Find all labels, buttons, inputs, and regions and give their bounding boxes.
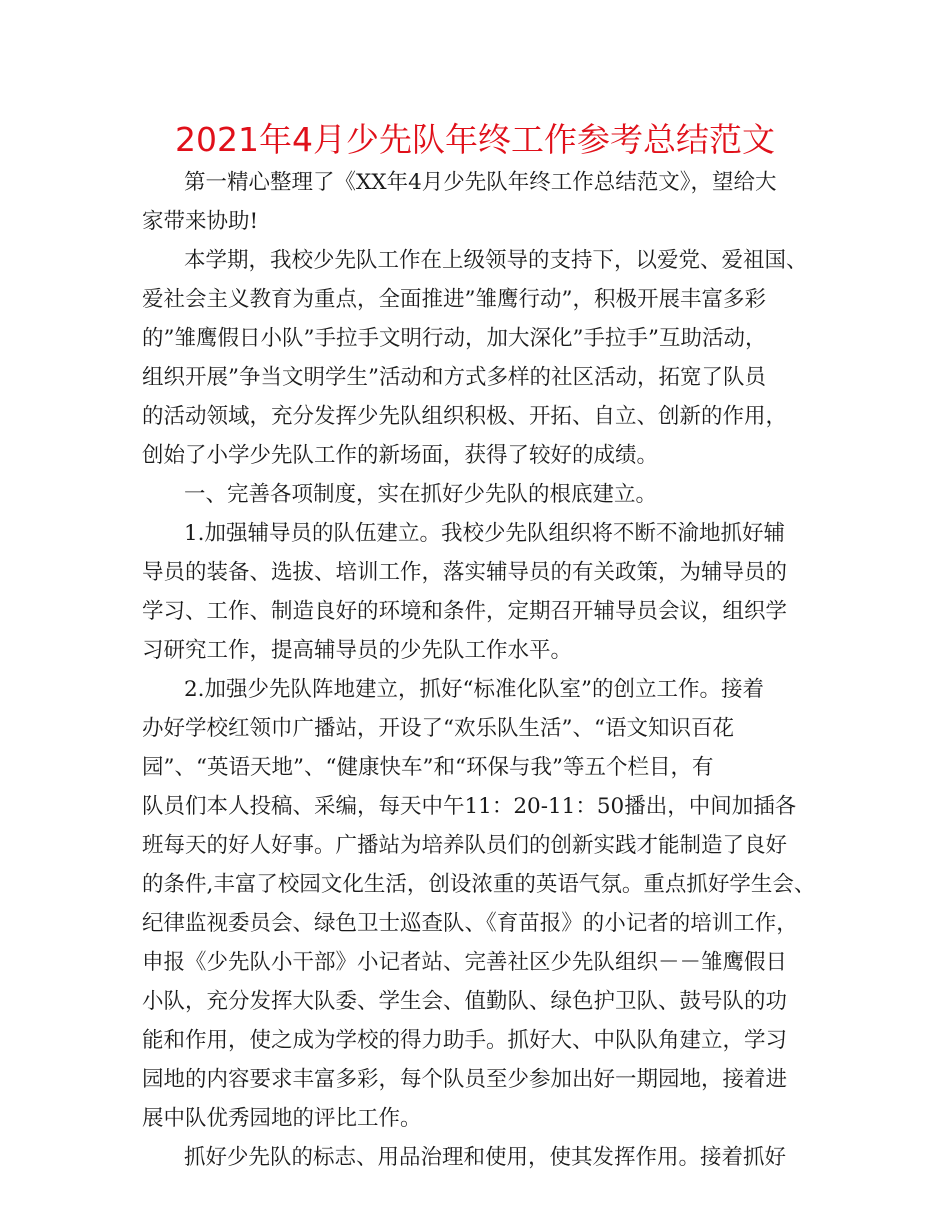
text-line: 办好学校红领巾广播站，开设了“欢乐队生活”、“语文知识百花 <box>142 716 734 741</box>
text-line: 本学期，我校少先队工作在上级领导的支持下，以爱党、爱祖国、 <box>184 248 808 273</box>
text-line: 纪律监视委员会、绿色卫士巡查队、《育苗报》的小记者的培训工作， <box>142 911 798 936</box>
text-line: 第一精心整理了《XX年4月少先队年终工作总结范文》，望给大 <box>184 170 777 195</box>
text-line: 的条件,丰富了校园文化生活，创设浓重的英语气氛。重点抓好学生会、 <box>142 872 816 897</box>
text-line: 小队，充分发挥大队委、学生会、值勤队、绿色护卫队、鼓号队的功 <box>142 989 788 1014</box>
text-line: 展中队优秀园地的评比工作。 <box>142 1106 422 1131</box>
text-line: 2.加强少先队阵地建立，抓好“标准化队室”的创立工作。接着 <box>184 677 764 702</box>
text-line: 创始了小学少先队工作的新场面，获得了较好的成绩。 <box>142 443 659 468</box>
text-line: 学习、工作、制造良好的环境和条件，定期召开辅导员会议，组织学 <box>142 599 788 624</box>
text-line: 一、完善各项制度，实在抓好少先队的根底建立。 <box>184 482 658 507</box>
text-line: 家带来协助! <box>142 209 259 234</box>
text-line: 1.加强辅导员的队伍建立。我校少先队组织将不断不渝地抓好辅 <box>184 521 786 546</box>
text-line: 抓好少先队的标志、用品治理和使用，使其发挥作用。接着抓好 <box>184 1145 787 1170</box>
text-line: 爱社会主义教育为重点，全面推进”雏鹰行动”，积极开展丰富多彩 <box>142 287 766 312</box>
document-title: 2021年4月少先队年终工作参考总结范文 <box>175 120 775 159</box>
text-line: 申报《少先队小干部》小记者站、完善社区少先队组织－－雏鹰假日 <box>142 950 788 975</box>
text-line: 的活动领域，充分发挥少先队组织积极、开拓、自立、创新的作用， <box>142 404 788 429</box>
text-line: 班每天的好人好事。广播站为培养队员们的创新实践才能制造了良好 <box>142 833 788 858</box>
text-line: 导员的装备、选拔、培训工作，落实辅导员的有关政策，为辅导员的 <box>142 560 788 585</box>
text-line: 园地的内容要求丰富多彩，每个队员至少参加出好一期园地，接着进 <box>142 1067 788 1092</box>
text-line: 队员们本人投稿、采编，每天中午11：20-11：50播出，中间加插各 <box>142 794 797 819</box>
text-line: 园”、“英语天地”、“健康快车”和“环保与我”等五个栏目，有 <box>142 755 714 780</box>
text-line: 的”雏鹰假日小队”手拉手文明行动，加大深化”手拉手”互助活动， <box>142 326 767 351</box>
text-line: 能和作用，使之成为学校的得力助手。抓好大、中队队角建立，学习 <box>142 1028 788 1053</box>
text-line: 习研究工作，提高辅导员的少先队工作水平。 <box>142 638 573 663</box>
document-body <box>142 163 814 1177</box>
text-line: 组织开展”争当文明学生”活动和方式多样的社区活动，拓宽了队员 <box>142 365 766 390</box>
